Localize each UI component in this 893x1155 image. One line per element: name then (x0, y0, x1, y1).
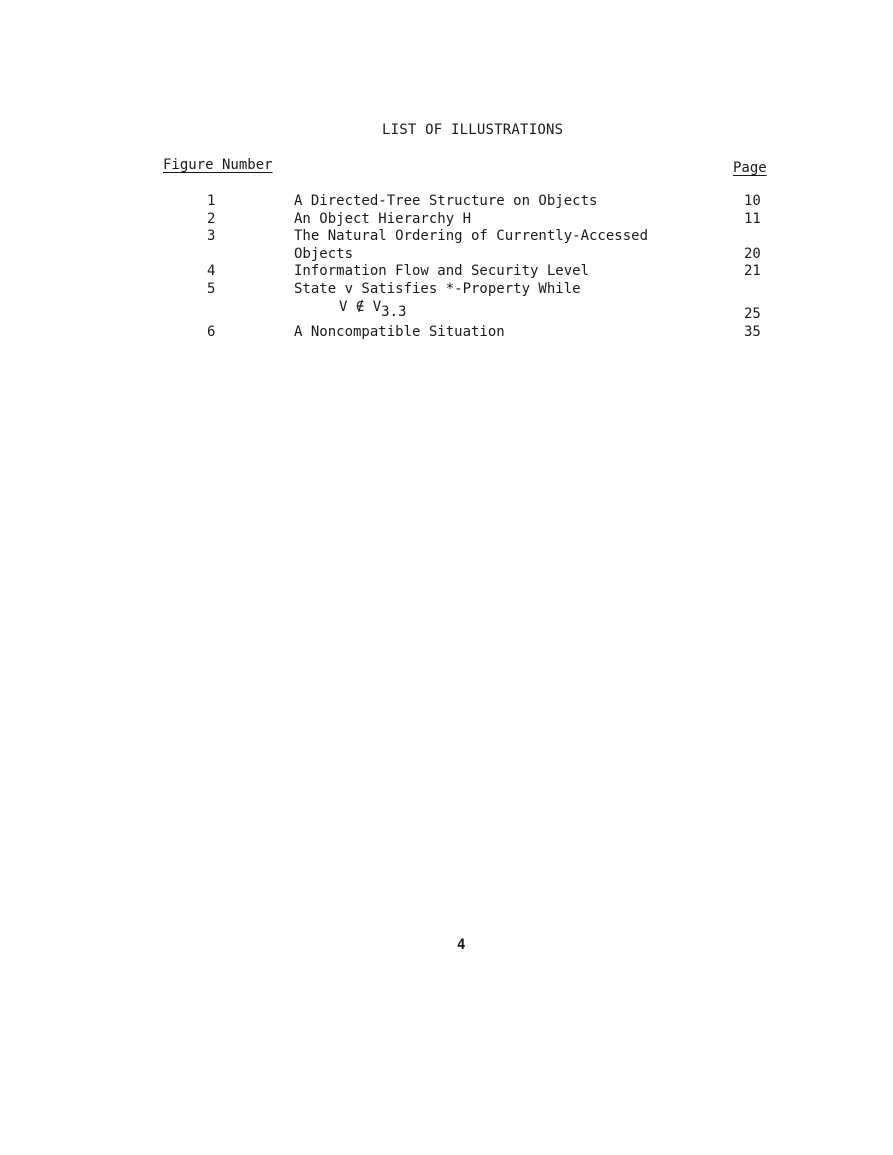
figure-number: 2 (207, 210, 216, 227)
list-item (0, 228, 893, 263)
page-ref: 10 (744, 193, 761, 209)
list-item (0, 193, 893, 211)
figure-title-line-1: The Natural Ordering of Currently-Accessed (294, 228, 649, 244)
figure-title-line-2 (294, 299, 581, 320)
figure-title: Information Flow and Security Level (294, 263, 590, 279)
figure-title: A Directed-Tree Structure on Objects (294, 193, 598, 209)
figure-number: 4 (207, 263, 216, 279)
page-ref: 20 (744, 245, 761, 262)
illustrations-list (0, 193, 893, 341)
list-item (0, 324, 893, 342)
figure-number: 1 (207, 193, 216, 209)
page-ref: 35 (744, 323, 761, 340)
figure-title (294, 280, 581, 320)
column-header-page: Page (733, 160, 767, 176)
figure-title: A Noncompatible Situation (294, 323, 505, 340)
figure-number: 5 (207, 280, 216, 297)
page-number: 4 (457, 937, 466, 953)
column-header-figure-number: Figure Number (163, 157, 273, 173)
figure-title (294, 228, 648, 263)
figure-number: 3 (207, 228, 216, 244)
list-item (0, 263, 893, 281)
page-ref: 21 (744, 263, 761, 279)
list-item (0, 211, 893, 229)
list-item (0, 281, 893, 324)
figure-number: 6 (207, 323, 216, 340)
figure-title: An Object Hierarchy H (294, 210, 472, 227)
page-ref: 11 (744, 210, 761, 227)
math-subscript: 3.3 (381, 304, 407, 320)
figure-title-line-2: Objects (294, 245, 354, 262)
figure-title-line-1: State v Satisfies *-Property While (294, 280, 581, 297)
math-expression: V ∉ V (339, 299, 382, 315)
page-title: LIST OF ILLUSTRATIONS (382, 122, 564, 138)
page-ref: 25 (744, 306, 761, 322)
